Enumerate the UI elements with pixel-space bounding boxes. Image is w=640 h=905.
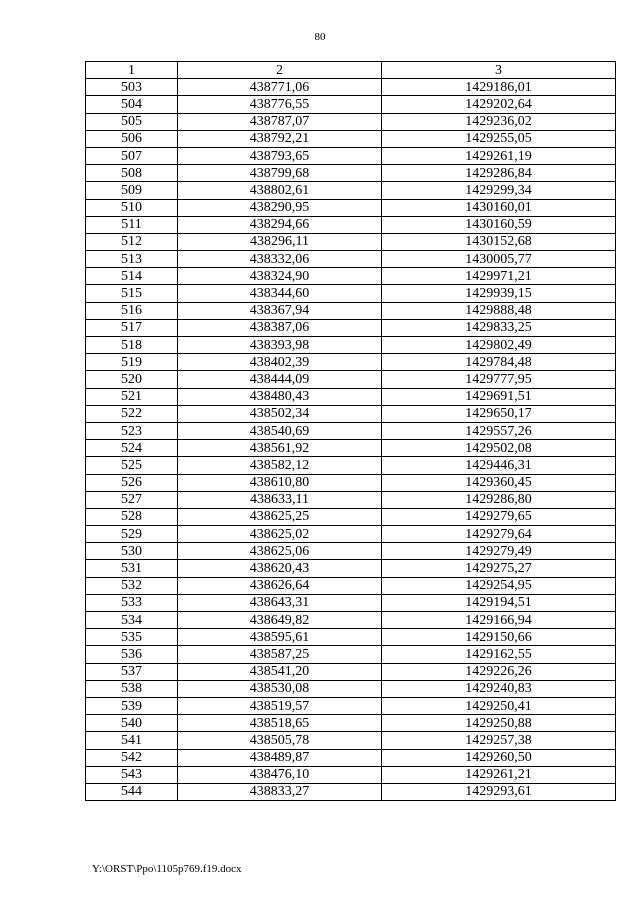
point-number-cell: 543	[86, 766, 178, 783]
table-row	[86, 354, 616, 371]
y-coordinate-cell: 1429833,25	[382, 319, 616, 336]
x-coordinate-cell: 438324,90	[178, 268, 382, 285]
y-coordinate-cell: 1429166,94	[382, 612, 616, 629]
x-coordinate-cell: 438799,68	[178, 165, 382, 182]
table-row	[86, 680, 616, 697]
y-coordinate-cell: 1429236,02	[382, 113, 616, 130]
table-row	[86, 147, 616, 164]
x-coordinate-cell: 438833,27	[178, 783, 382, 800]
x-coordinate-cell: 438587,25	[178, 646, 382, 663]
point-number-cell: 519	[86, 354, 178, 371]
table-row	[86, 233, 616, 250]
point-number-cell: 514	[86, 268, 178, 285]
x-coordinate-cell: 438625,02	[178, 526, 382, 543]
x-coordinate-cell: 438518,65	[178, 715, 382, 732]
table-row	[86, 199, 616, 216]
x-coordinate-cell: 438480,43	[178, 388, 382, 405]
x-coordinate-cell: 438787,07	[178, 113, 382, 130]
y-coordinate-cell: 1429802,49	[382, 337, 616, 354]
y-coordinate-cell: 1429939,15	[382, 285, 616, 302]
y-coordinate-cell: 1429194,51	[382, 594, 616, 611]
table-row	[86, 732, 616, 749]
x-coordinate-cell: 438610,80	[178, 474, 382, 491]
y-coordinate-cell: 1429254,95	[382, 577, 616, 594]
x-coordinate-cell: 438620,43	[178, 560, 382, 577]
point-number-cell: 539	[86, 697, 178, 714]
x-coordinate-cell: 438541,20	[178, 663, 382, 680]
point-number-cell: 521	[86, 388, 178, 405]
x-coordinate-cell: 438367,94	[178, 302, 382, 319]
table-row	[86, 130, 616, 147]
table-row	[86, 319, 616, 336]
x-coordinate-cell: 438649,82	[178, 612, 382, 629]
x-coordinate-cell: 438626,64	[178, 577, 382, 594]
table-row	[86, 440, 616, 457]
document-path-footer: Y:\ORST\Ppo\1105p769.f19.docx	[92, 863, 242, 875]
table-row	[86, 612, 616, 629]
point-number-cell: 520	[86, 371, 178, 388]
table-row	[86, 697, 616, 714]
point-number-cell: 522	[86, 405, 178, 422]
point-number-cell: 534	[86, 612, 178, 629]
x-coordinate-cell: 438625,06	[178, 543, 382, 560]
y-coordinate-cell: 1429279,49	[382, 543, 616, 560]
point-number-cell: 530	[86, 543, 178, 560]
table-row	[86, 302, 616, 319]
y-coordinate-cell: 1429261,21	[382, 766, 616, 783]
y-coordinate-cell: 1429293,61	[382, 783, 616, 800]
point-number-cell: 541	[86, 732, 178, 749]
point-number-cell: 525	[86, 457, 178, 474]
point-number-cell: 518	[86, 337, 178, 354]
y-coordinate-cell: 1429279,65	[382, 508, 616, 525]
x-coordinate-cell: 438296,11	[178, 233, 382, 250]
table-row	[86, 405, 616, 422]
table-row	[86, 216, 616, 233]
table-row	[86, 165, 616, 182]
x-coordinate-cell: 438393,98	[178, 337, 382, 354]
point-number-cell: 510	[86, 199, 178, 216]
y-coordinate-cell: 1429279,64	[382, 526, 616, 543]
y-coordinate-cell: 1429260,50	[382, 749, 616, 766]
y-coordinate-cell: 1429226,26	[382, 663, 616, 680]
table-row	[86, 783, 616, 800]
table-row	[86, 79, 616, 96]
table-row	[86, 646, 616, 663]
point-number-cell: 540	[86, 715, 178, 732]
y-coordinate-cell: 1429261,19	[382, 147, 616, 164]
y-coordinate-cell: 1429286,84	[382, 165, 616, 182]
table-row	[86, 388, 616, 405]
y-coordinate-cell: 1429971,21	[382, 268, 616, 285]
point-number-cell: 516	[86, 302, 178, 319]
x-coordinate-cell: 438476,10	[178, 766, 382, 783]
table-row	[86, 526, 616, 543]
y-coordinate-cell: 1430160,01	[382, 199, 616, 216]
table-row	[86, 285, 616, 302]
y-coordinate-cell: 1429557,26	[382, 422, 616, 439]
point-number-cell: 535	[86, 629, 178, 646]
point-number-cell: 538	[86, 680, 178, 697]
point-number-cell: 505	[86, 113, 178, 130]
point-number-cell: 527	[86, 491, 178, 508]
table-row	[86, 474, 616, 491]
x-coordinate-cell: 438540,69	[178, 422, 382, 439]
table-row	[86, 422, 616, 439]
page-number: 80	[314, 31, 326, 43]
table-body	[86, 79, 616, 801]
table-row	[86, 96, 616, 113]
point-number-cell: 528	[86, 508, 178, 525]
table-row	[86, 629, 616, 646]
point-number-cell: 544	[86, 783, 178, 800]
x-coordinate-cell: 438802,61	[178, 182, 382, 199]
column-header-1: 1	[86, 62, 178, 79]
table-row	[86, 715, 616, 732]
point-number-cell: 529	[86, 526, 178, 543]
table-row	[86, 766, 616, 783]
y-coordinate-cell: 1429250,88	[382, 715, 616, 732]
table-row	[86, 337, 616, 354]
y-coordinate-cell: 1429286,80	[382, 491, 616, 508]
point-number-cell: 524	[86, 440, 178, 457]
point-number-cell: 511	[86, 216, 178, 233]
y-coordinate-cell: 1429299,34	[382, 182, 616, 199]
table-row	[86, 371, 616, 388]
table-row	[86, 268, 616, 285]
y-coordinate-cell: 1429250,41	[382, 697, 616, 714]
y-coordinate-cell: 1429650,17	[382, 405, 616, 422]
y-coordinate-cell: 1429446,31	[382, 457, 616, 474]
y-coordinate-cell: 1429360,45	[382, 474, 616, 491]
point-number-cell: 533	[86, 594, 178, 611]
x-coordinate-cell: 438290,95	[178, 199, 382, 216]
point-number-cell: 503	[86, 79, 178, 96]
table-row	[86, 182, 616, 199]
x-coordinate-cell: 438502,34	[178, 405, 382, 422]
point-number-cell: 526	[86, 474, 178, 491]
point-number-cell: 537	[86, 663, 178, 680]
x-coordinate-cell: 438294,66	[178, 216, 382, 233]
table-row	[86, 560, 616, 577]
x-coordinate-cell: 438489,87	[178, 749, 382, 766]
x-coordinate-cell: 438519,57	[178, 697, 382, 714]
point-number-cell: 523	[86, 422, 178, 439]
y-coordinate-cell: 1429888,48	[382, 302, 616, 319]
table-row	[86, 508, 616, 525]
table-row	[86, 457, 616, 474]
y-coordinate-cell: 1429255,05	[382, 130, 616, 147]
point-number-cell: 507	[86, 147, 178, 164]
column-header-3: 3	[382, 62, 616, 79]
x-coordinate-cell: 438561,92	[178, 440, 382, 457]
y-coordinate-cell: 1429240,83	[382, 680, 616, 697]
x-coordinate-cell: 438643,31	[178, 594, 382, 611]
table-row	[86, 663, 616, 680]
y-coordinate-cell: 1430005,77	[382, 251, 616, 268]
point-number-cell: 509	[86, 182, 178, 199]
point-number-cell: 532	[86, 577, 178, 594]
y-coordinate-cell: 1429691,51	[382, 388, 616, 405]
point-number-cell: 513	[86, 251, 178, 268]
x-coordinate-cell: 438582,12	[178, 457, 382, 474]
point-number-cell: 517	[86, 319, 178, 336]
point-number-cell: 508	[86, 165, 178, 182]
x-coordinate-cell: 438332,06	[178, 251, 382, 268]
point-number-cell: 515	[86, 285, 178, 302]
y-coordinate-cell: 1429784,48	[382, 354, 616, 371]
y-coordinate-cell: 1429150,66	[382, 629, 616, 646]
header-row	[86, 62, 616, 79]
y-coordinate-cell: 1430160,59	[382, 216, 616, 233]
point-number-cell: 504	[86, 96, 178, 113]
y-coordinate-cell: 1429202,64	[382, 96, 616, 113]
x-coordinate-cell: 438387,06	[178, 319, 382, 336]
y-coordinate-cell: 1429162,55	[382, 646, 616, 663]
x-coordinate-cell: 438444,09	[178, 371, 382, 388]
column-header-2: 2	[178, 62, 382, 79]
y-coordinate-cell: 1429275,27	[382, 560, 616, 577]
point-number-cell: 542	[86, 749, 178, 766]
x-coordinate-cell: 438792,21	[178, 130, 382, 147]
x-coordinate-cell: 438530,08	[178, 680, 382, 697]
point-number-cell: 536	[86, 646, 178, 663]
x-coordinate-cell: 438505,78	[178, 732, 382, 749]
x-coordinate-cell: 438625,25	[178, 508, 382, 525]
table-header	[86, 62, 616, 79]
x-coordinate-cell: 438595,61	[178, 629, 382, 646]
table-row	[86, 113, 616, 130]
y-coordinate-cell: 1429777,95	[382, 371, 616, 388]
coordinates-table	[85, 61, 616, 801]
y-coordinate-cell: 1429502,08	[382, 440, 616, 457]
x-coordinate-cell: 438793,65	[178, 147, 382, 164]
table-row	[86, 594, 616, 611]
x-coordinate-cell: 438776,55	[178, 96, 382, 113]
x-coordinate-cell: 438771,06	[178, 79, 382, 96]
table-row	[86, 251, 616, 268]
point-number-cell: 512	[86, 233, 178, 250]
x-coordinate-cell: 438344,60	[178, 285, 382, 302]
x-coordinate-cell: 438633,11	[178, 491, 382, 508]
table-row	[86, 577, 616, 594]
table-row	[86, 749, 616, 766]
table-row	[86, 543, 616, 560]
x-coordinate-cell: 438402,39	[178, 354, 382, 371]
table-row	[86, 491, 616, 508]
y-coordinate-cell: 1429257,38	[382, 732, 616, 749]
point-number-cell: 506	[86, 130, 178, 147]
y-coordinate-cell: 1430152,68	[382, 233, 616, 250]
point-number-cell: 531	[86, 560, 178, 577]
y-coordinate-cell: 1429186,01	[382, 79, 616, 96]
